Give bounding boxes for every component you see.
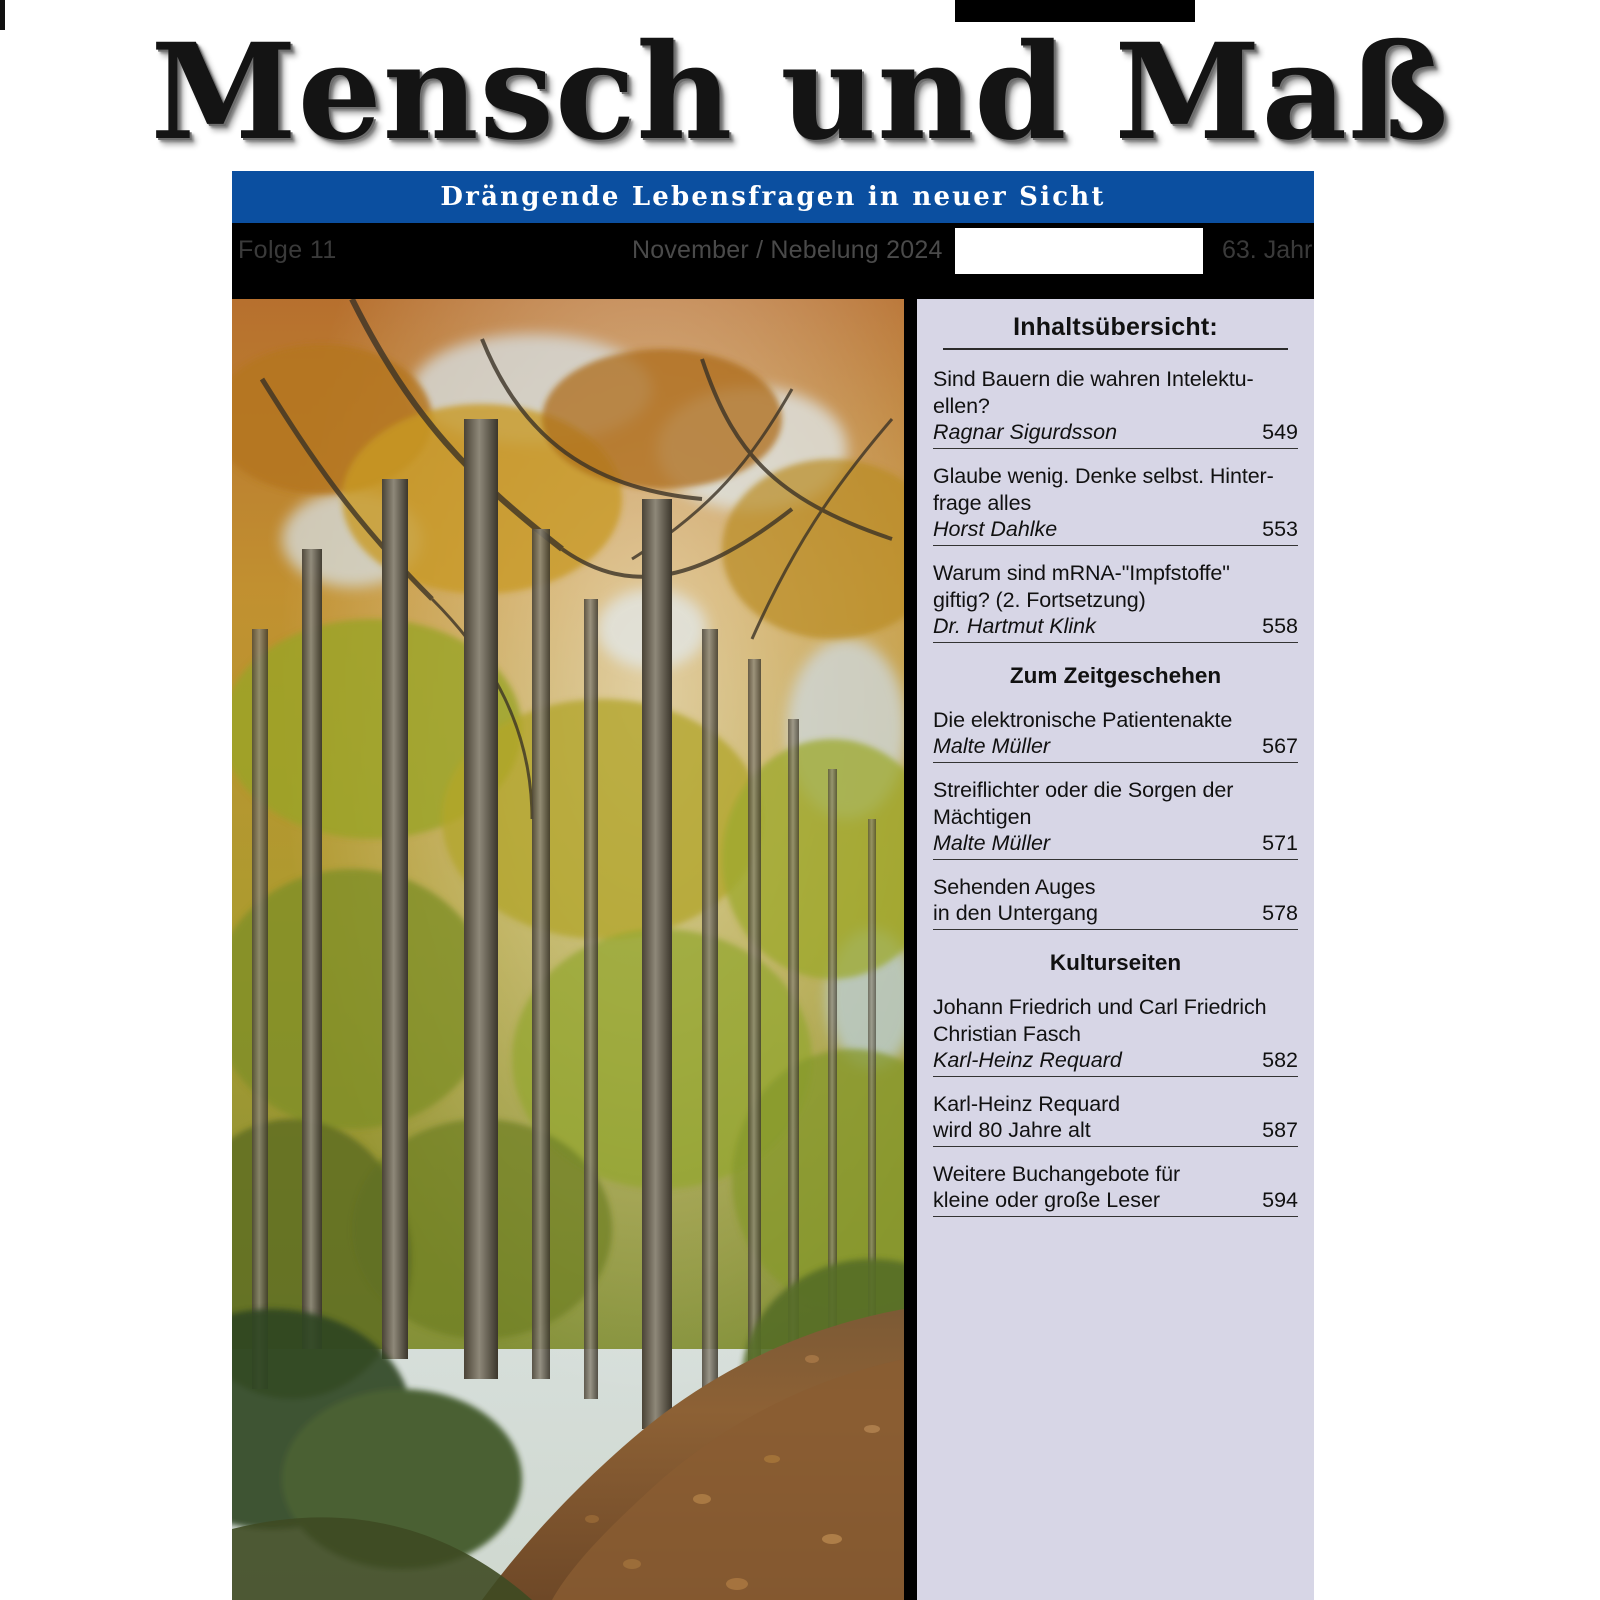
toc-entry-title-line: kleine oder große Leser [933,1188,1161,1212]
toc-entry-title-line: Christian Fasch [933,1022,1081,1046]
toc-entry-title-line: Streiflichter oder die Sorgen der [933,778,1234,802]
toc-entry-title-line: Die elektronische Patientenakte [933,708,1233,732]
toc-entry-footer [933,1188,1298,1217]
table-of-contents [917,299,1314,1600]
toc-entry[interactable] [933,874,1298,930]
issue-year: 63. Jahr [1222,236,1313,264]
cover-photo-illustration [232,299,904,1600]
cover-photo [232,299,904,1600]
toc-entry-footer [933,734,1298,763]
toc-entry-page-number: 567 [1262,734,1298,758]
toc-entry-title-line: Sehenden Auges [933,875,1096,899]
toc-entry-title-line: in den Untergang [933,901,1098,925]
toc-entry-title-line: ellen? [933,394,990,418]
toc-entry-title-line: Glaube wenig. Denke selbst. Hinter- [933,464,1274,488]
toc-entry-author: Ragnar Sigurdsson [933,420,1118,444]
toc-entry-title-line: Johann Friedrich und Carl Friedrich [933,995,1267,1019]
toc-entry-page-number: 578 [1262,901,1298,925]
toc-entry[interactable] [933,707,1298,763]
toc-entry[interactable] [933,1161,1298,1217]
toc-entry-footer [933,1118,1298,1147]
toc-entry-author: Karl-Heinz Requard [933,1048,1122,1072]
toc-entry-author: Dr. Hartmut Klink [933,614,1096,638]
toc-entry-title-line: Weitere Buchangebote für [933,1162,1181,1186]
toc-entry[interactable] [933,777,1298,860]
toc-entry-author: Malte Müller [933,831,1051,855]
toc-entry-page-number: 553 [1262,517,1298,541]
toc-entry-footer [933,1048,1298,1077]
toc-section-heading: Zum Zeitgeschehen [1009,663,1222,688]
toc-entry-footer [933,420,1298,449]
toc-entry-page-number: 587 [1262,1118,1298,1142]
toc-entry[interactable] [933,994,1298,1077]
toc-entry-author: Horst Dahlke [933,517,1058,541]
toc-entry-page-number: 549 [1262,420,1298,444]
issue-folge: Folge 11 [238,236,337,264]
issue-date: November / Nebelung 2024 [632,236,943,264]
toc-section-heading: Kulturseiten [1049,950,1182,975]
toc-entry-title-line: wird 80 Jahre alt [933,1118,1091,1142]
toc-heading-text: Inhaltsübersicht [1013,313,1210,341]
toc-heading [933,313,1298,348]
toc-entry-list [933,366,1298,1217]
toc-entry-title-line: Warum sind mRNA-"Impfstoffe" [933,561,1230,585]
masthead [0,15,1600,178]
toc-entry[interactable] [933,1091,1298,1147]
toc-entry-page-number: 582 [1262,1048,1298,1072]
toc-entry-footer [933,517,1298,546]
toc-entry-footer [933,901,1298,930]
toc-heading-colon: : [1209,313,1218,341]
magazine-subtitle: Drängende Lebensfragen in neuer Sicht [440,182,1106,212]
issue-label-whitebox [955,228,1203,274]
magazine-title: Mensch und Maß [150,15,1450,170]
toc-entry-page-number: 571 [1262,831,1298,855]
toc-entry-title-line: Karl-Heinz Requard [933,1092,1121,1116]
toc-entry[interactable] [933,560,1298,643]
toc-entry-title-line: Mächtigen [933,805,1032,829]
toc-entry-author: Malte Müller [933,734,1051,758]
toc-heading-rule [943,348,1288,350]
toc-entry-title-line: Sind Bauern die wahren Intelektu- [933,367,1254,391]
toc-entry-title-line: frage alles [933,491,1032,515]
toc-entry-footer [933,831,1298,860]
subtitle-bar [232,171,1314,223]
toc-entry-page-number: 558 [1262,614,1298,638]
toc-entry[interactable] [933,366,1298,449]
toc-entry-footer [933,614,1298,643]
toc-entry[interactable] [933,463,1298,546]
toc-entry-page-number: 594 [1262,1188,1298,1212]
toc-entry-title-line: giftig? (2. Fortsetzung) [933,588,1146,612]
